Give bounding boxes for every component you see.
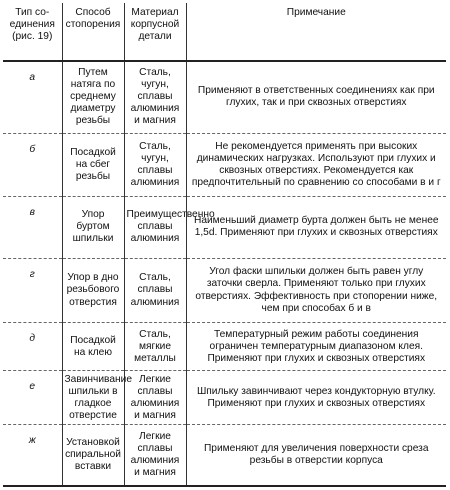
cell-note: Применяют в ответственных соединениях как при глухих, так и при сквозных отверстиях	[186, 61, 446, 133]
cell-material: Сталь, сплавы алюминия	[124, 258, 186, 322]
header-note: Примечание	[186, 3, 446, 61]
cell-note: Шпильку завинчивают через кондукторную втулку. Применяют при глухих и сквозных отверстиях	[186, 371, 446, 425]
cell-material: Легкие сплавы алюминия и магния	[124, 425, 186, 486]
cell-note: Применяют для увеличения поверхности среза резьбы в отверстии корпуса	[186, 425, 446, 486]
cell-material: Сталь, чугун, сплавы алюминия и магния	[124, 61, 186, 133]
cell-material: Сталь, чугун, сплавы алюминия	[124, 133, 186, 196]
cell-method: Завинчивание шпильки в гладкое отверстие	[62, 371, 124, 425]
table-row	[3, 133, 446, 196]
table-row	[3, 258, 446, 322]
cell-type: д	[3, 323, 62, 371]
cell-method: Упор буртом шпильки	[62, 196, 124, 258]
cell-type: б	[3, 133, 62, 196]
header-material: Материал корпусной детали	[124, 3, 186, 61]
table-row	[3, 371, 446, 425]
cell-note: Температурный режим работы соединения ограничен температурным диапазоном клея. Применяют при глухих и сквозных отверстиях	[186, 323, 446, 371]
table-row	[3, 323, 446, 371]
cell-material: Преимущественно сплавы алюминия	[124, 196, 186, 258]
data-table	[3, 3, 446, 487]
cell-type: г	[3, 258, 62, 322]
header-method: Способ стопорения	[62, 3, 124, 61]
cell-type: ж	[3, 425, 62, 486]
cell-note: Угол фаски шпильки должен быть равен углу заточки сверла. Применяют только при глухих отверстиях. Эффективность при стопорении ниже, чем при способах б и в	[186, 258, 446, 322]
cell-note: Не рекомендуется применять при высоких динамических нагрузках. Используют при глухих и сквозных отверстиях. Рекомендуется как предпочтительный по сравнению со способами в и г	[186, 133, 446, 196]
table-row	[3, 425, 446, 486]
cell-type: е	[3, 371, 62, 425]
cell-method: Посадкой на сбег резьбы	[62, 133, 124, 196]
table-row	[3, 196, 446, 258]
cell-note: Наименьший диаметр бурта должен быть не менее 1,5d. Применяют при глухих и сквозных отверстиях	[186, 196, 446, 258]
cell-type: в	[3, 196, 62, 258]
cell-method: Посадкой на клею	[62, 323, 124, 371]
cell-material: Сталь, мягкие металлы	[124, 323, 186, 371]
header-type: Тип со-единения (рис. 19)	[3, 3, 62, 61]
cell-method: Упор в дно резьбового отверстия	[62, 258, 124, 322]
cell-method: Путем натяга по среднему диаметру резьбы	[62, 61, 124, 133]
cell-method: Установкой спиральной вставки	[62, 425, 124, 486]
table-row	[3, 61, 446, 133]
header-row	[3, 3, 446, 61]
cell-type: а	[29, 72, 36, 83]
cell-material: Легкие сплавы алюминия и магния	[124, 371, 186, 425]
stud-locking-table	[3, 3, 446, 487]
